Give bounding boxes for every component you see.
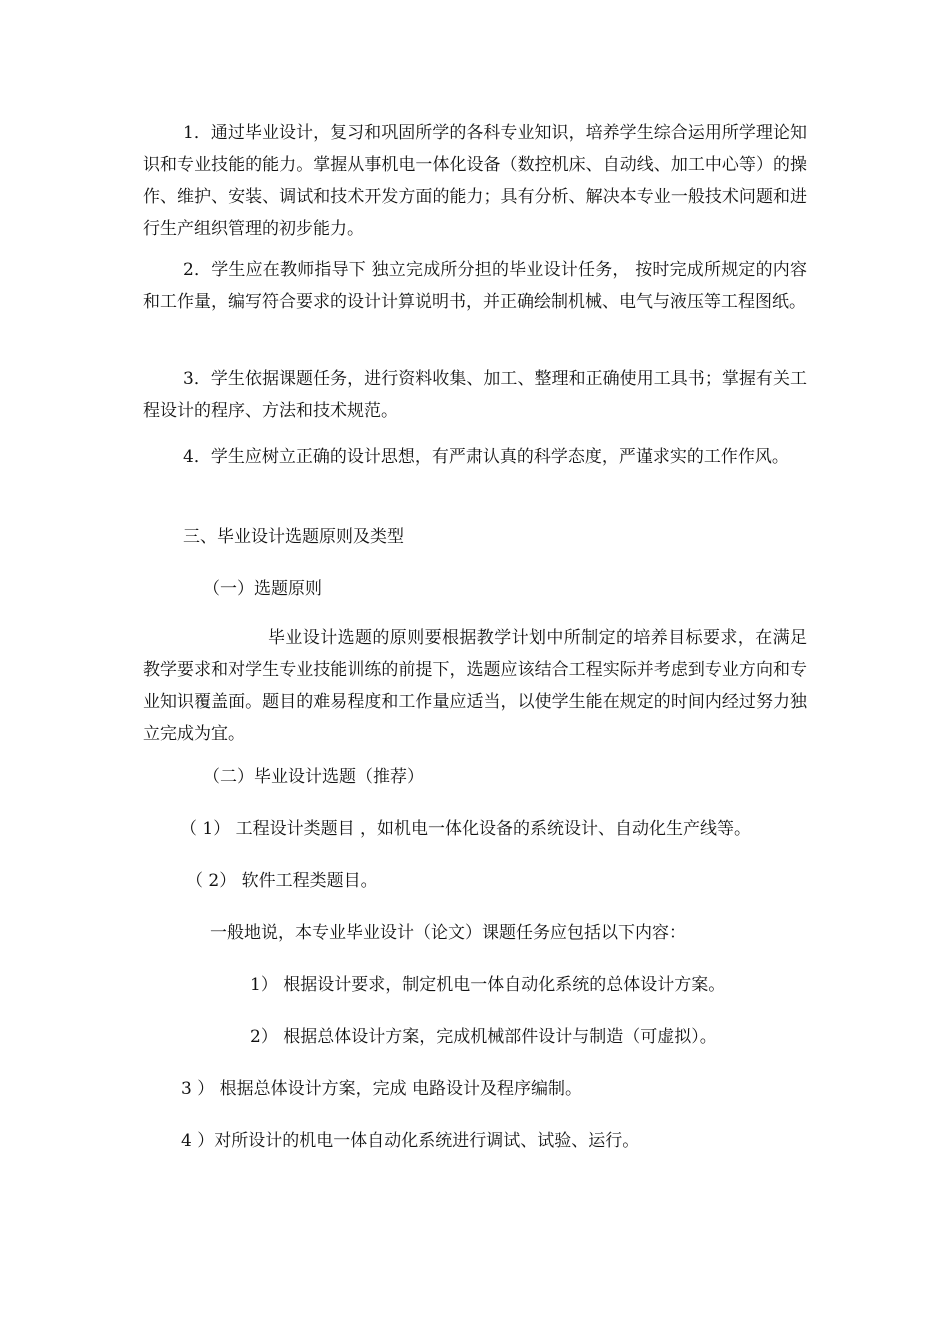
- paragraph-1: 1．通过毕业设计，复习和巩固所学的各科专业知识，培养学生综合运用所学理论知识和专业技能的能力。掌握从事机电一体化设备（数控机床、自动线、加工中心等）的操作、维护、安装、调试和技术开发方面的能力；具有分析、解决本专业一般技术问题和进行生产组织管理的初步能力。: [143, 123, 807, 239]
- content-intro: 一般地说，本专业毕业设计（论文）课题任务应包括以下内容：: [210, 923, 686, 943]
- paragraph-3: 3．学生依据课题任务，进行资料收集、加工、整理和正确使用工具书；掌握有关工程设计的程序、方法和技术规范。: [143, 369, 807, 421]
- principle-paragraph: 毕业设计选题的原则要根据教学计划中所制定的培养目标要求，在满足教学要求和对学生专业技能训练的前提下，选题应该结合工程实际并考虑到专业方向和专业知识覆盖面。题目的难易程度和工作量应适当，以使学生能在规定的时间内经过努力独立完成为宜。: [143, 628, 807, 744]
- subsection-heading-1: （一）选题原则: [203, 579, 322, 599]
- content-item-2: 2） 根据总体设计方案，完成机械部件设计与制造（可虚拟）。: [250, 1027, 717, 1047]
- paragraph-2: 2．学生应在教师指导下 独立完成所分担的毕业设计任务， 按时完成所规定的内容和工作量，编写符合要求的设计计算说明书，并正确绘制机械、电气与液压等工程图纸。: [143, 260, 807, 312]
- content-item-3: 3 ） 根据总体设计方案，完成 电路设计及程序编制。: [181, 1079, 583, 1099]
- subsection-heading-2: （二）毕业设计选题（推荐）: [203, 767, 424, 787]
- topic-item-2: （ 2） 软件工程类题目。: [186, 871, 378, 891]
- paragraph-4: 4．学生应树立正确的设计思想，有严肃认真的科学态度，严谨求实的工作作风。: [183, 447, 789, 467]
- section-heading: 三、毕业设计选题原则及类型: [183, 527, 404, 547]
- content-item-1: 1） 根据设计要求，制定机电一体自动化系统的总体设计方案。: [250, 975, 726, 995]
- content-item-4: 4 ）对所设计的机电一体自动化系统进行调试、试验、运行。: [181, 1131, 640, 1151]
- topic-item-1: （ 1） 工程设计类题目 ，如机电一体化设备的系统设计、自动化生产线等。: [180, 819, 752, 839]
